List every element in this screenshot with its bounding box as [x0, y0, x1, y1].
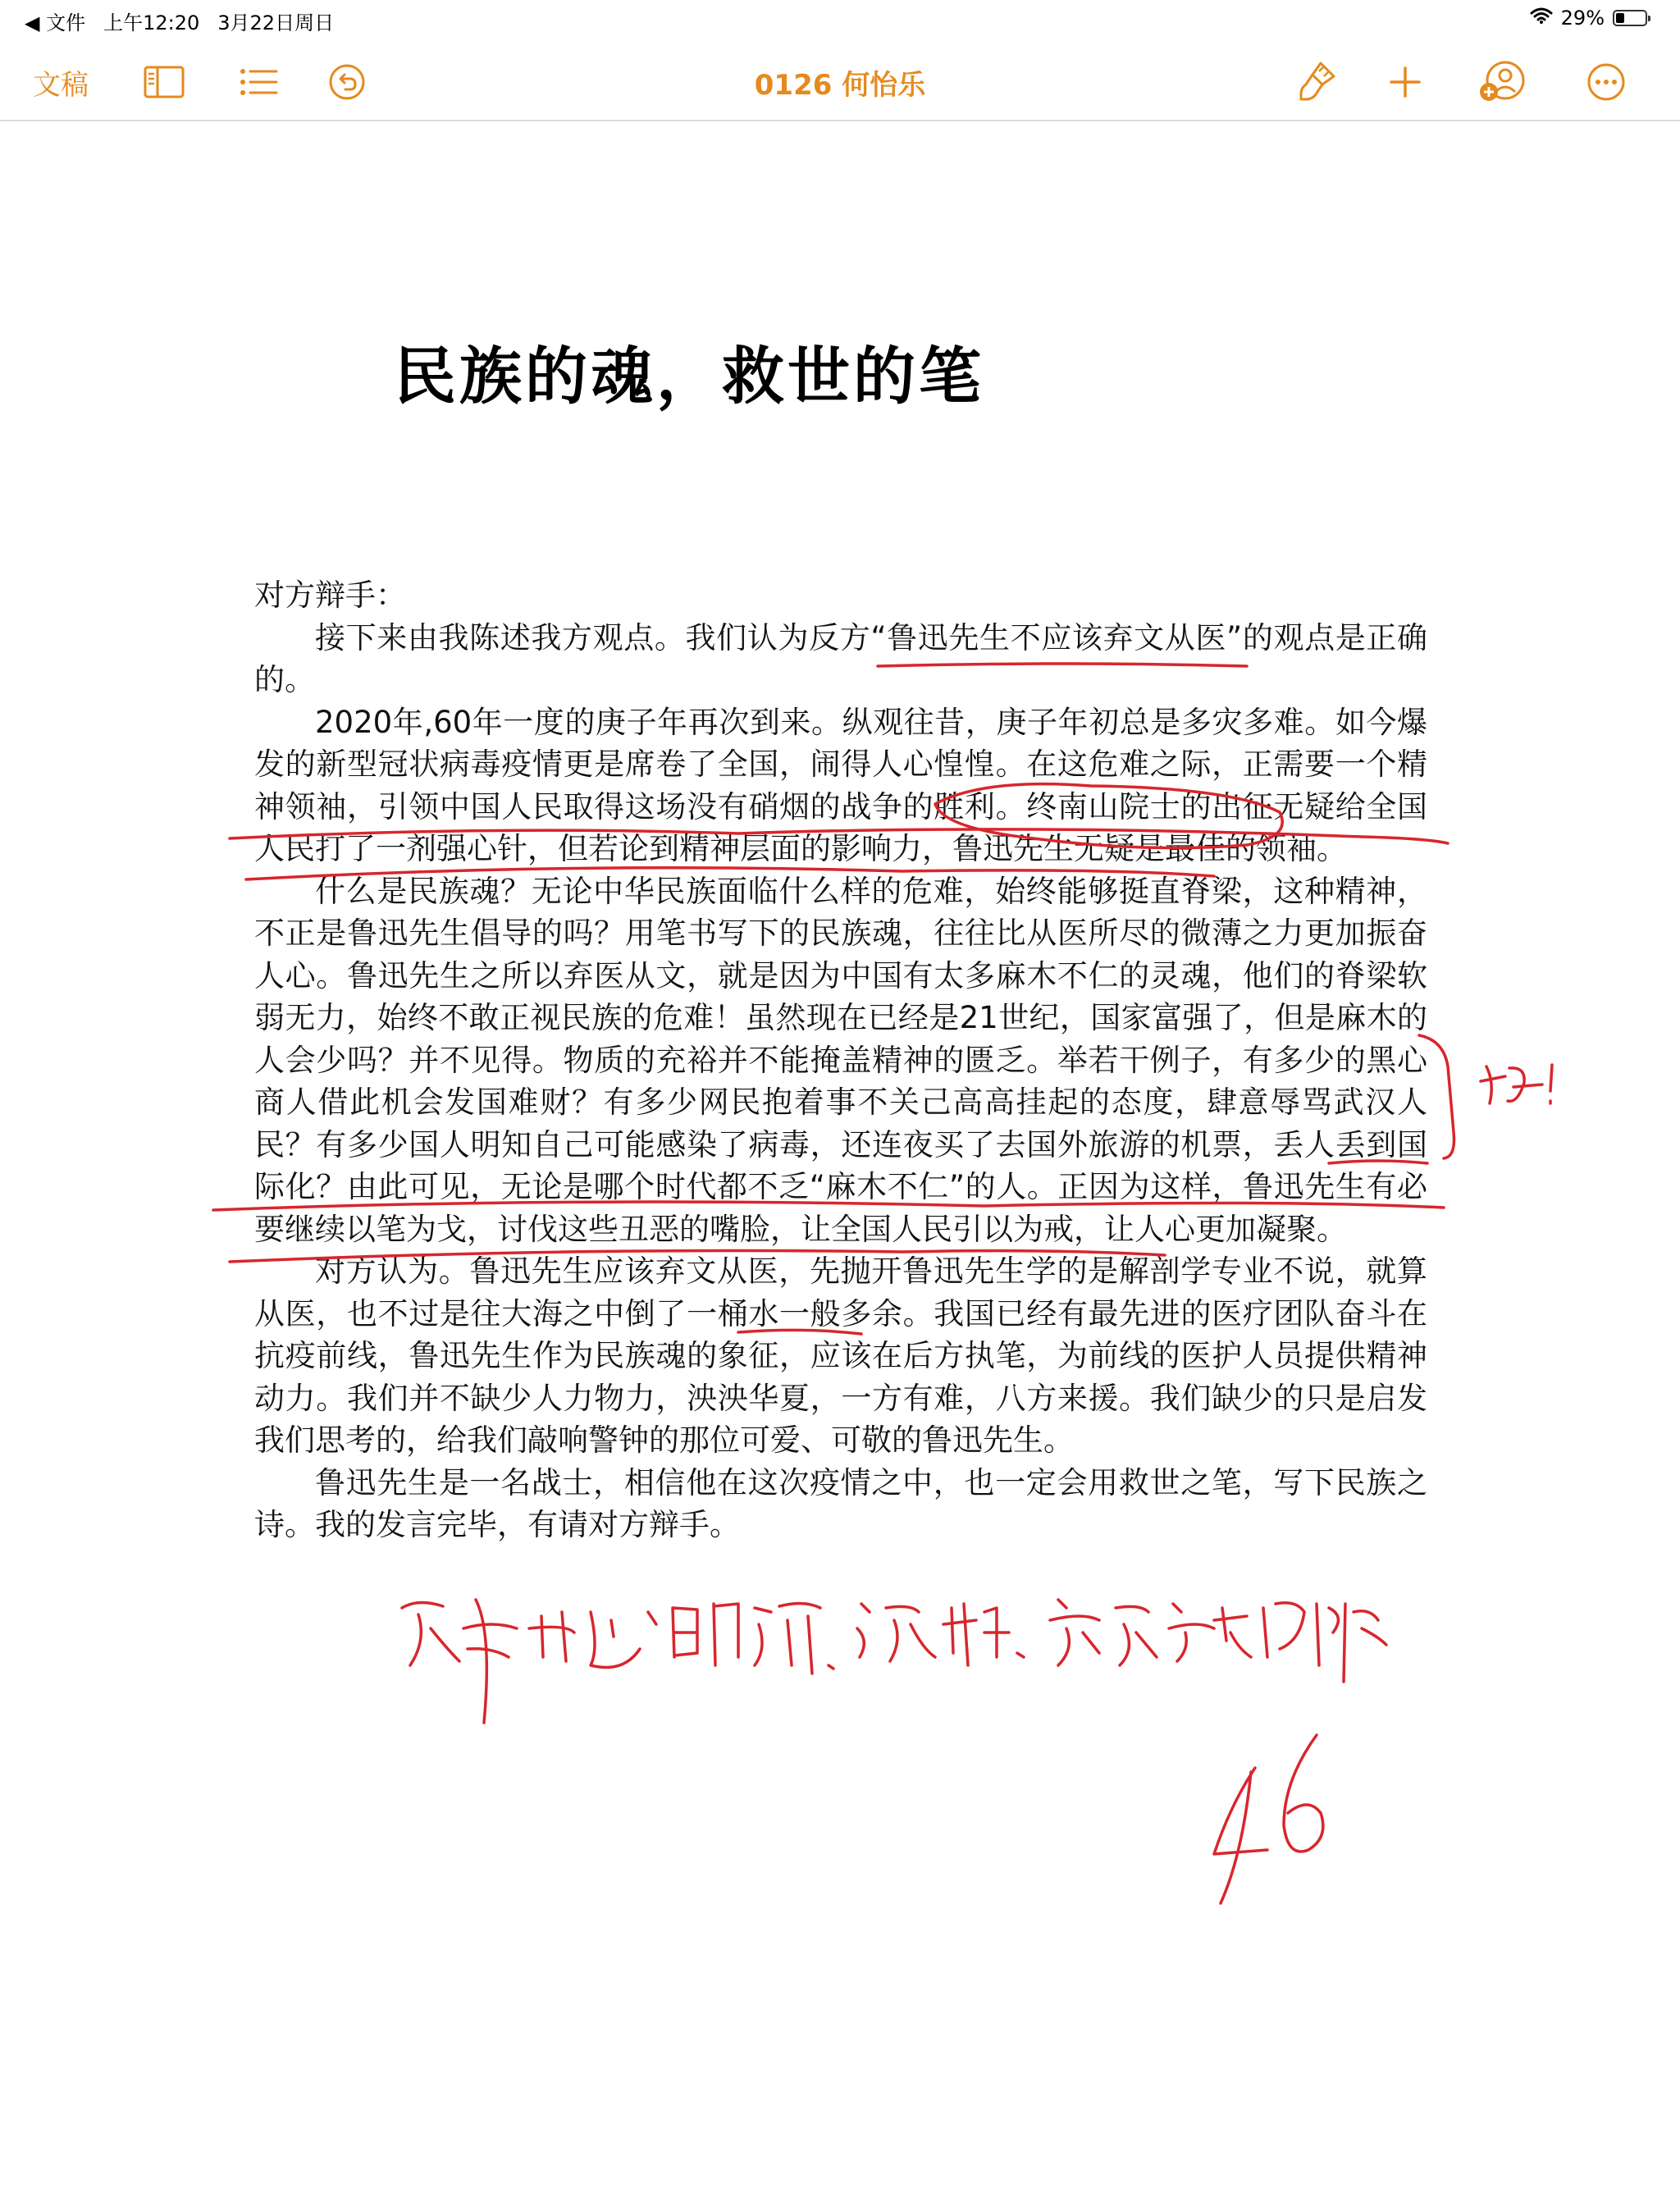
- salutation: 对方辩手：: [254, 578, 406, 613]
- status-left: [25, 7, 334, 35]
- ink-note-hao: [1481, 1066, 1542, 1103]
- status-time: 上午12:20: [103, 11, 200, 34]
- back-to-app-link[interactable]: ◀ 文件: [25, 11, 86, 34]
- wifi-icon: [1530, 7, 1553, 30]
- battery-percent: 29%: [1560, 7, 1605, 30]
- ink-comment-stroke: [943, 1604, 1024, 1665]
- ink-score-4: [1214, 1768, 1267, 1903]
- paragraph: 对方认为。鲁迅先生应该弃文从医，先抛开鲁迅先生学的是解剖学专业不说，就算从医，也不过是往大海之中倒了一桶水一般多余。我国已经有最先进的医疗团队奋斗在抗疫前线，鲁迅先生作为民族魂的象征，应该在后方执笔，为前线的医护人员提供精神动力。我们并不缺少人力物力，泱泱华夏，一方有难，八方来援。我们缺少的只是启发我们思考的，给我们敲响警钟的那位可爱、可敬的鲁迅先生。: [254, 1254, 1427, 1458]
- battery-fill: [1616, 13, 1624, 23]
- plus-icon[interactable]: [1382, 57, 1428, 107]
- ink-comment-stroke: [591, 1612, 656, 1668]
- document-body[interactable]: [254, 574, 1427, 1546]
- ink-comment-stroke: [857, 1604, 935, 1661]
- status-right: [1530, 7, 1647, 30]
- ink-comment-stroke: [463, 1600, 517, 1723]
- ink-comment-stroke: [1169, 1604, 1251, 1661]
- ink-score-6: [1284, 1735, 1323, 1852]
- ink-comment-stroke: [1263, 1603, 1338, 1665]
- status-bar: [0, 0, 1680, 39]
- paragraph: 接下来由我陈述我方观点。我们认为反方“鲁迅先生不应该弃文从医”的观点是正确的。: [254, 619, 1427, 697]
- paragraph: 什么是民族魂？无论中华民族面临什么样的危难，始终能够挺直脊梁，这种精神，不正是鲁迅先生倡导的吗？用笔书写下的民族魂，往往比从医所尽的微薄之力更加振奋人心。鲁迅先生之所以弃医从文，就是因为中国有太多麻木不仁的灵魂，他们的脊梁软弱无力，始终不敢正视民族的危难！虽然现在已经是21世纪，国家富强了，但是麻木的人会少吗？并不见得。物质的充裕并不能掩盖精神的匮乏。举若干例子，有多少的黑心商人借此机会发国难财？有多少网民抱着事不关己高高挂起的态度，肆意辱骂武汉人民？有多少国人明知自己可能感染了病毒，还连夜买了去国外旅游的机票，丢人丢到国际化？由此可见，无论是哪个时代都不乏“麻木不仁”的人。正因为这样，鲁迅先生有必要继续以笔为戈，讨伐这些丑恶的嘴脸，让全国人民引以为戒，让人心更加凝聚。: [254, 873, 1427, 1247]
- battery-tip: [1648, 16, 1650, 21]
- battery-icon: [1613, 10, 1647, 26]
- paintbrush-icon[interactable]: [1292, 57, 1341, 107]
- document-title[interactable]: 0126 何怡乐: [754, 69, 926, 102]
- paragraph: 鲁迅先生是一名战士，相信他在这次疫情之中，也一定会用救世之笔，写下民族之诗。我的发言完毕，有请对方辩手。: [254, 1464, 1427, 1542]
- documents-label: 文稿: [33, 68, 89, 102]
- ink-comment-stroke: [1050, 1600, 1157, 1665]
- status-date: 3月22日周日: [217, 11, 335, 34]
- document-heading[interactable]: 民族的魂，救世的笔: [394, 340, 984, 413]
- ink-comment-stroke: [529, 1612, 574, 1661]
- toolbar: [0, 43, 1680, 121]
- paragraph: 2020年,60年一度的庚子年再次到来。纵观往昔，庚子年初总是多灾多难。如今爆发的新型冠状病毒疫情更是席卷了全国，闹得人心惶惶。在这危难之际，正需要一个精神领袖，引领中国人民取得这场没有硝烟的战争的胜利。终南山院士的出征无疑给全国人民打了一剂强心针，但若论到精神层面的影响力，鲁迅先生无疑是最佳的领袖。: [254, 704, 1427, 866]
- ink-comment-stroke: [755, 1603, 833, 1674]
- ink-comment-stroke: [673, 1604, 738, 1665]
- collaborate-icon[interactable]: [1477, 57, 1529, 107]
- ink-comment-stroke: [402, 1602, 459, 1665]
- more-icon[interactable]: [1583, 57, 1629, 107]
- ink-note-exclaim: [1550, 1065, 1552, 1103]
- ink-comment-stroke: [1344, 1604, 1386, 1682]
